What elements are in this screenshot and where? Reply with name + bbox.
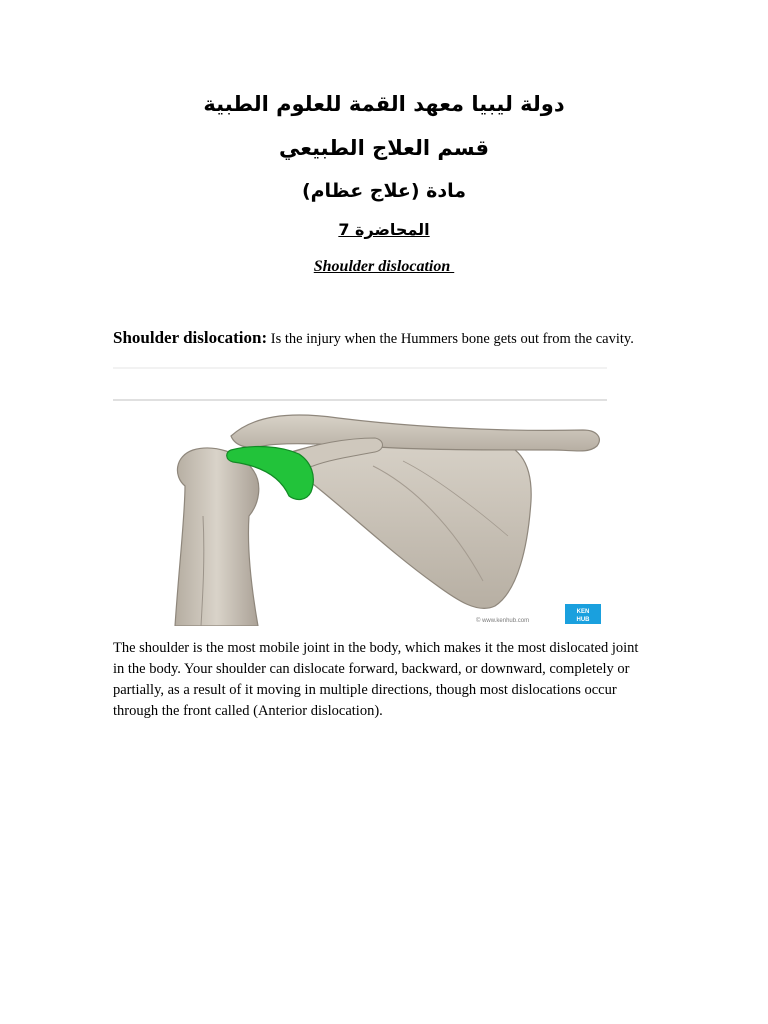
subject-title: مادة (علاج عظام) xyxy=(301,180,467,202)
definition xyxy=(113,328,713,348)
department-title: قسم العلاج الطبيعي xyxy=(278,136,489,160)
humerus-shape xyxy=(175,448,259,626)
definition-term: Shoulder dislocation: xyxy=(113,328,268,347)
shoulder-anatomy-figure xyxy=(113,366,607,626)
logo-line1: KEN xyxy=(576,609,590,615)
logo-line2: HUB xyxy=(576,617,590,623)
body-paragraph: The shoulder is the most mobile joint in the body, which makes it the most dislocated joint in the body. Your shoulder can dislocate forward, backward, or downward, completely or partially, as a result of it moving in multiple directions, though most dislocations occur through the front called (Anterior dislocation). xyxy=(113,640,639,719)
watermark: © www.kenhub.com xyxy=(476,618,530,624)
lecture-number: المحاضرة 7 xyxy=(338,220,430,239)
lecture-topic: Shoulder dislocation xyxy=(313,258,455,275)
definition-text: Is the injury when the Hummers bone gets out from the cavity. xyxy=(267,331,634,347)
institute-title: دولة ليبيا معهد القمة للعلوم الطبية xyxy=(203,92,565,116)
